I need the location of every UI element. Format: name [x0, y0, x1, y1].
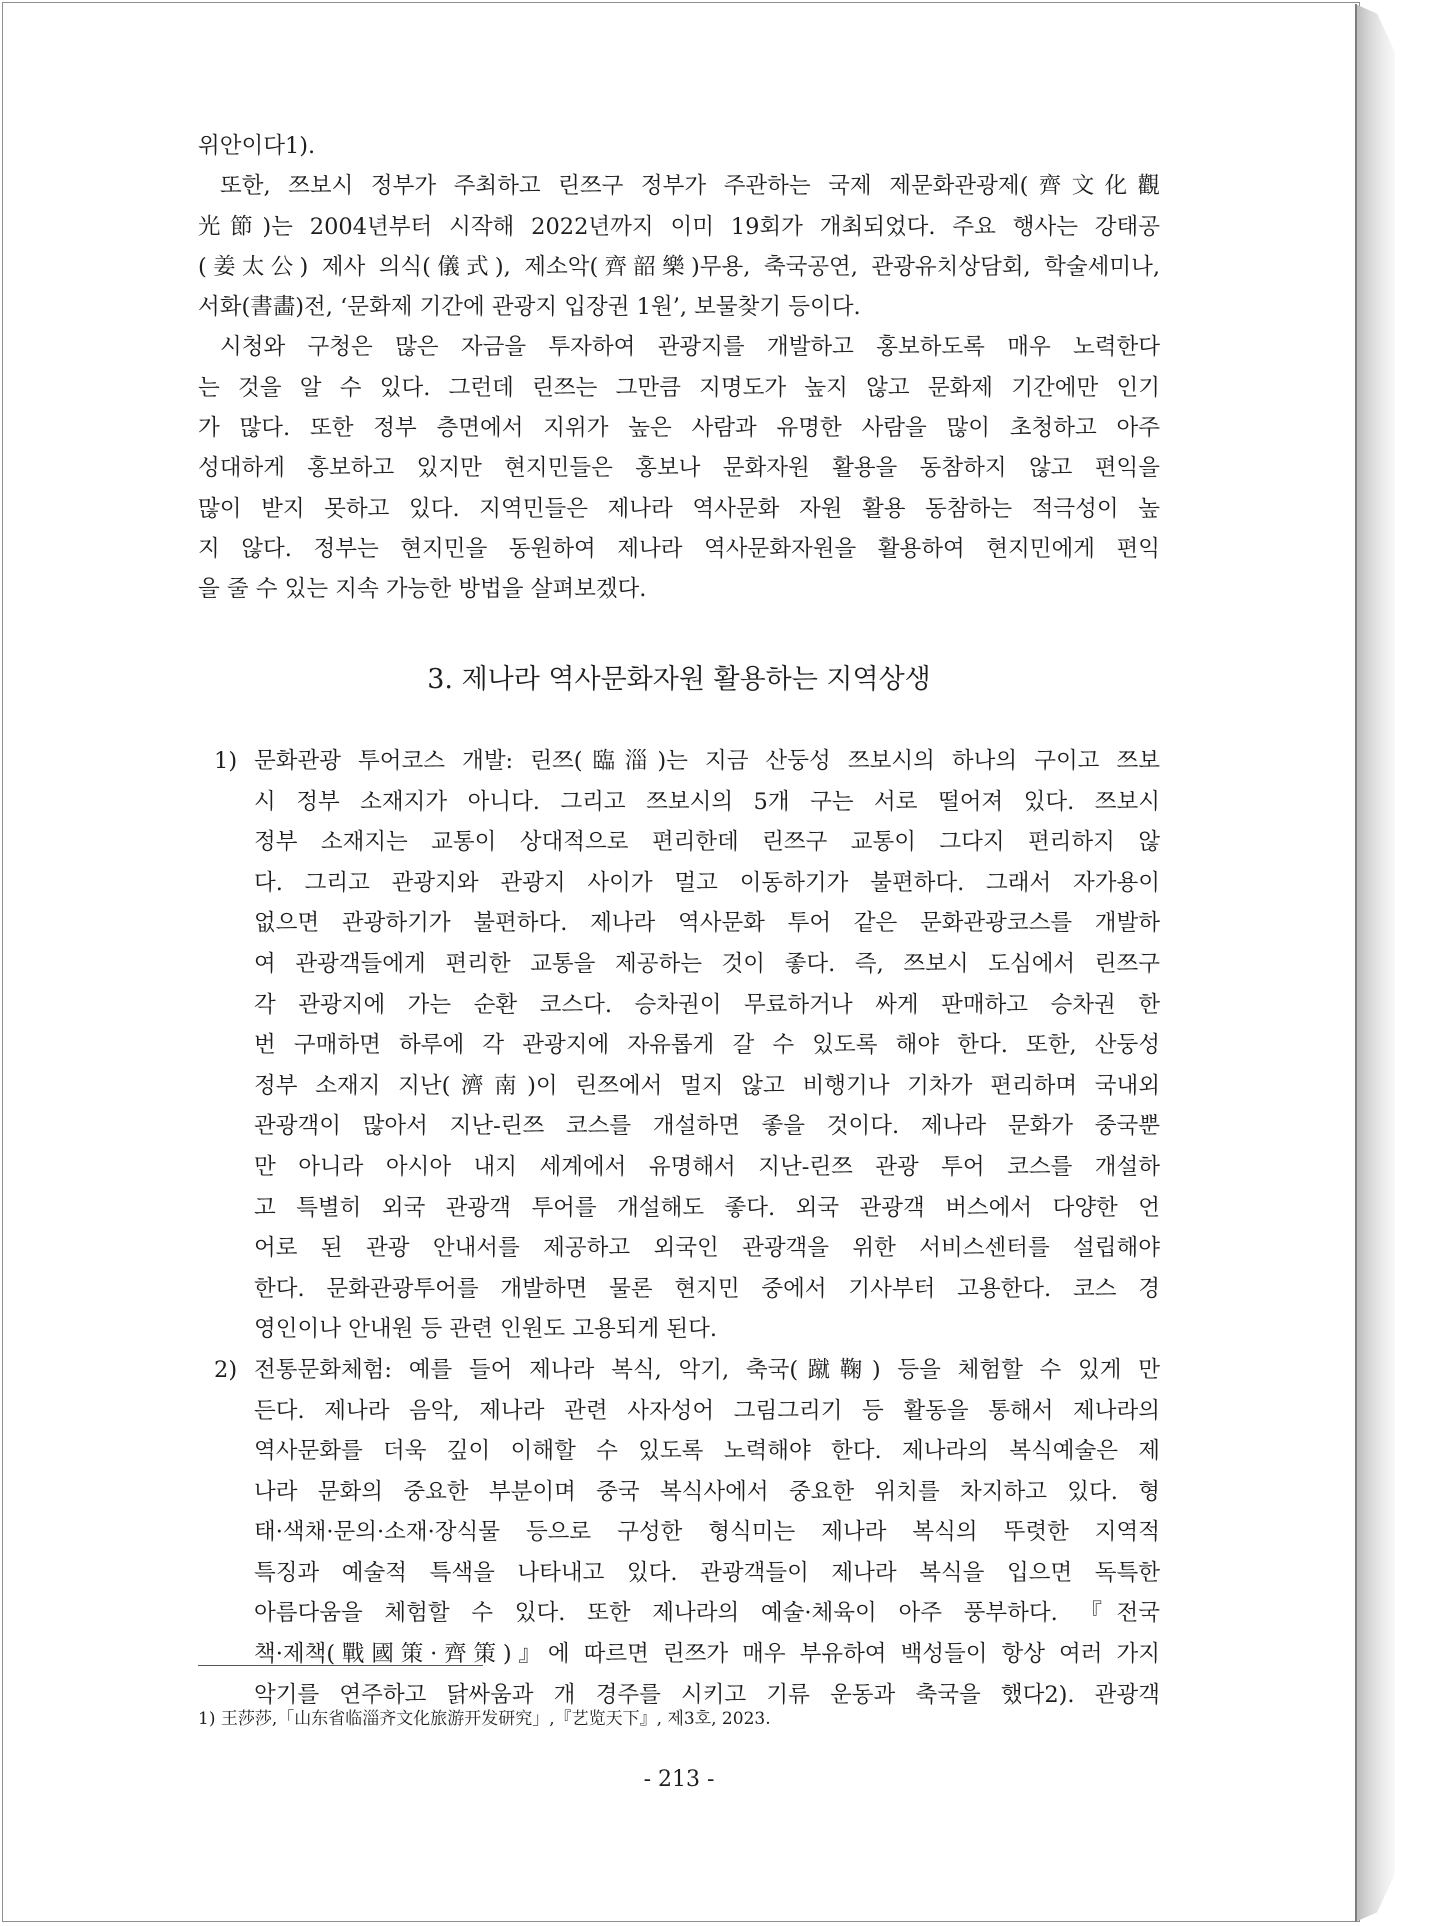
- text-line: 특징과 예술적 특색을 나타내고 있다. 관광객들이 제나라 복식을 입으면 독특한: [254, 1559, 1160, 1586]
- text-line: 을 줄 수 있는 지속 가능한 방법을 살펴보겠다.: [198, 576, 647, 603]
- text-line: 다. 그리고 관광지와 관광지 사이가 멀고 이동하기가 불편하다. 그래서 자가용이: [254, 869, 1160, 896]
- text-line: 영인이나 안내원 등 관련 인원도 고용되게 된다.: [254, 1316, 718, 1343]
- text-line: 위안이다1).: [198, 133, 316, 159]
- text-line: 각 관광지에 가는 순환 코스다. 승차권이 무료하거나 싸게 판매하고 승차권 한: [254, 991, 1160, 1018]
- text-line: (姜太公) 제사 의식(儀式), 제소악(齊韶樂)무용, 축국공연, 관광유치상담회, 학술세미나,: [198, 253, 1160, 280]
- text-line: 든다. 제나라 음악, 제나라 관련 사자성어 그림그리기 등 활동을 통해서 제나라의: [254, 1397, 1160, 1424]
- numbered-list: [214, 741, 1160, 1715]
- list-number: 1): [214, 748, 238, 774]
- text-line: 관광객이 많아서 지난-린쯔 코스를 개설하면 좋을 것이다. 제나라 문화가 중국뿐: [254, 1113, 1160, 1140]
- text-line: 또한, 쯔보시 정부가 주최하고 린쯔구 정부가 주관하는 국제 제문화관광제(齊文化觀: [220, 173, 1160, 200]
- text-line: 시 정부 소재지가 아니다. 그리고 쯔보시의 5개 구는 서로 떨어져 있다. 쯔보시: [254, 788, 1160, 815]
- list-item: [214, 741, 1160, 782]
- text-line: 성대하게 홍보하고 있지만 현지민들은 홍보나 문화자원 활용을 동참하지 않고 편익을: [198, 455, 1160, 482]
- text-line: 지 않다. 정부는 현지민을 동원하여 제나라 역사문화자원을 활용하여 현지민에게 편익: [198, 535, 1160, 562]
- text-line: 악기를 연주하고 닭싸움과 개 경주를 시키고 기류 운동과 축국을 했다2). 관광객: [254, 1681, 1160, 1708]
- body-text: [198, 126, 1160, 610]
- text-line: 아름다움을 체험할 수 있다. 또한 제나라의 예술·체육이 아주 풍부하다. 『전국: [254, 1600, 1160, 1627]
- page-curl-shadow: [1355, 4, 1395, 1922]
- text-line: 한다. 문화관광투어를 개발하면 물론 현지민 중에서 기사부터 고용한다. 코스 경: [254, 1275, 1160, 1302]
- list-item: [214, 1350, 1160, 1391]
- footnote: 1) 王莎莎,「山东省临淄齐文化旅游开发研究」,『艺览天下』, 제3호, 2023.: [198, 1709, 771, 1729]
- footnote-divider: [198, 1665, 483, 1666]
- text-line: 는 것을 알 수 있다. 그런데 린쯔는 그만큼 지명도가 높지 않고 문화제 기간에만 인기: [198, 374, 1160, 401]
- page-number: - 213 -: [643, 1767, 715, 1792]
- text-line: 책·제책(戰國策·齊策)』에 따르면 린쯔가 매우 부유하여 백성들이 항상 여러 가지: [254, 1641, 1160, 1668]
- text-line: 만 아니라 아시아 내지 세계에서 유명해서 지난-린쯔 관광 투어 코스를 개설하: [254, 1153, 1160, 1180]
- text-line: 시청와 구청은 많은 자금을 투자하여 관광지를 개발하고 홍보하도록 매우 노력한다: [220, 334, 1160, 361]
- section-heading: 3. 제나라 역사문화자원 활용하는 지역상생: [427, 664, 931, 695]
- text-line: 없으면 관광하기가 불편하다. 제나라 역사문화 투어 같은 문화관광코스를 개발하: [254, 910, 1160, 937]
- text-line: 태·색채·문의·소재·장식물 등으로 구성한 형식미는 제나라 복식의 뚜렷한 지역적: [254, 1519, 1160, 1546]
- text-line: 전통문화체험: 예를 들어 제나라 복식, 악기, 축국(蹴鞠) 등을 체험할 수 있게 만: [254, 1356, 1160, 1383]
- text-line: 여 관광객들에게 편리한 교통을 제공하는 것이 좋다. 즉, 쯔보시 도심에서 린쯔구: [254, 950, 1160, 977]
- list-number: 2): [214, 1356, 238, 1383]
- text-line: 고 특별히 외국 관광객 투어를 개설해도 좋다. 외국 관광객 버스에서 다양한 언: [254, 1194, 1160, 1221]
- text-line: 번 구매하면 하루에 각 관광지에 자유롭게 갈 수 있도록 해야 한다. 또한, 산둥성: [254, 1032, 1160, 1059]
- text-line: 가 많다. 또한 정부 층면에서 지위가 높은 사람과 유명한 사람을 많이 초청하고 아주: [198, 415, 1160, 442]
- text-line: 역사문화를 더욱 깊이 이해할 수 있도록 노력해야 한다. 제나라의 복식예술은 제: [254, 1438, 1160, 1465]
- text-line: 서화(書畵)전, ‘문화제 기간에 관광지 입장권 1원’, 보물찾기 등이다.: [198, 294, 861, 321]
- text-line: 문화관광 투어코스 개발: 린쯔(臨淄)는 지금 산둥성 쯔보시의 하나의 구이고 쯔보: [254, 748, 1160, 774]
- text-line: 정부 소재지는 교통이 상대적으로 편리한데 린쯔구 교통이 그다지 편리하지 않: [254, 829, 1160, 856]
- text-line: 어로 된 관광 안내서를 제공하고 외국인 관광객을 위한 서비스센터를 설립해야: [254, 1235, 1160, 1262]
- text-line: 정부 소재지 지난(濟南)이 린쯔에서 멀지 않고 비행기나 기차가 편리하며 국내외: [254, 1072, 1160, 1099]
- text-line: 光節)는 2004년부터 시작해 2022년까지 이미 19회가 개최되었다. 주요 행사는 강태공: [198, 213, 1160, 240]
- text-line: 많이 받지 못하고 있다. 지역민들은 제나라 역사문화 자원 활용 동참하는 적극성이 높: [198, 495, 1160, 522]
- text-line: 나라 문화의 중요한 부분이며 중국 복식사에서 중요한 위치를 차지하고 있다. 형: [254, 1478, 1160, 1505]
